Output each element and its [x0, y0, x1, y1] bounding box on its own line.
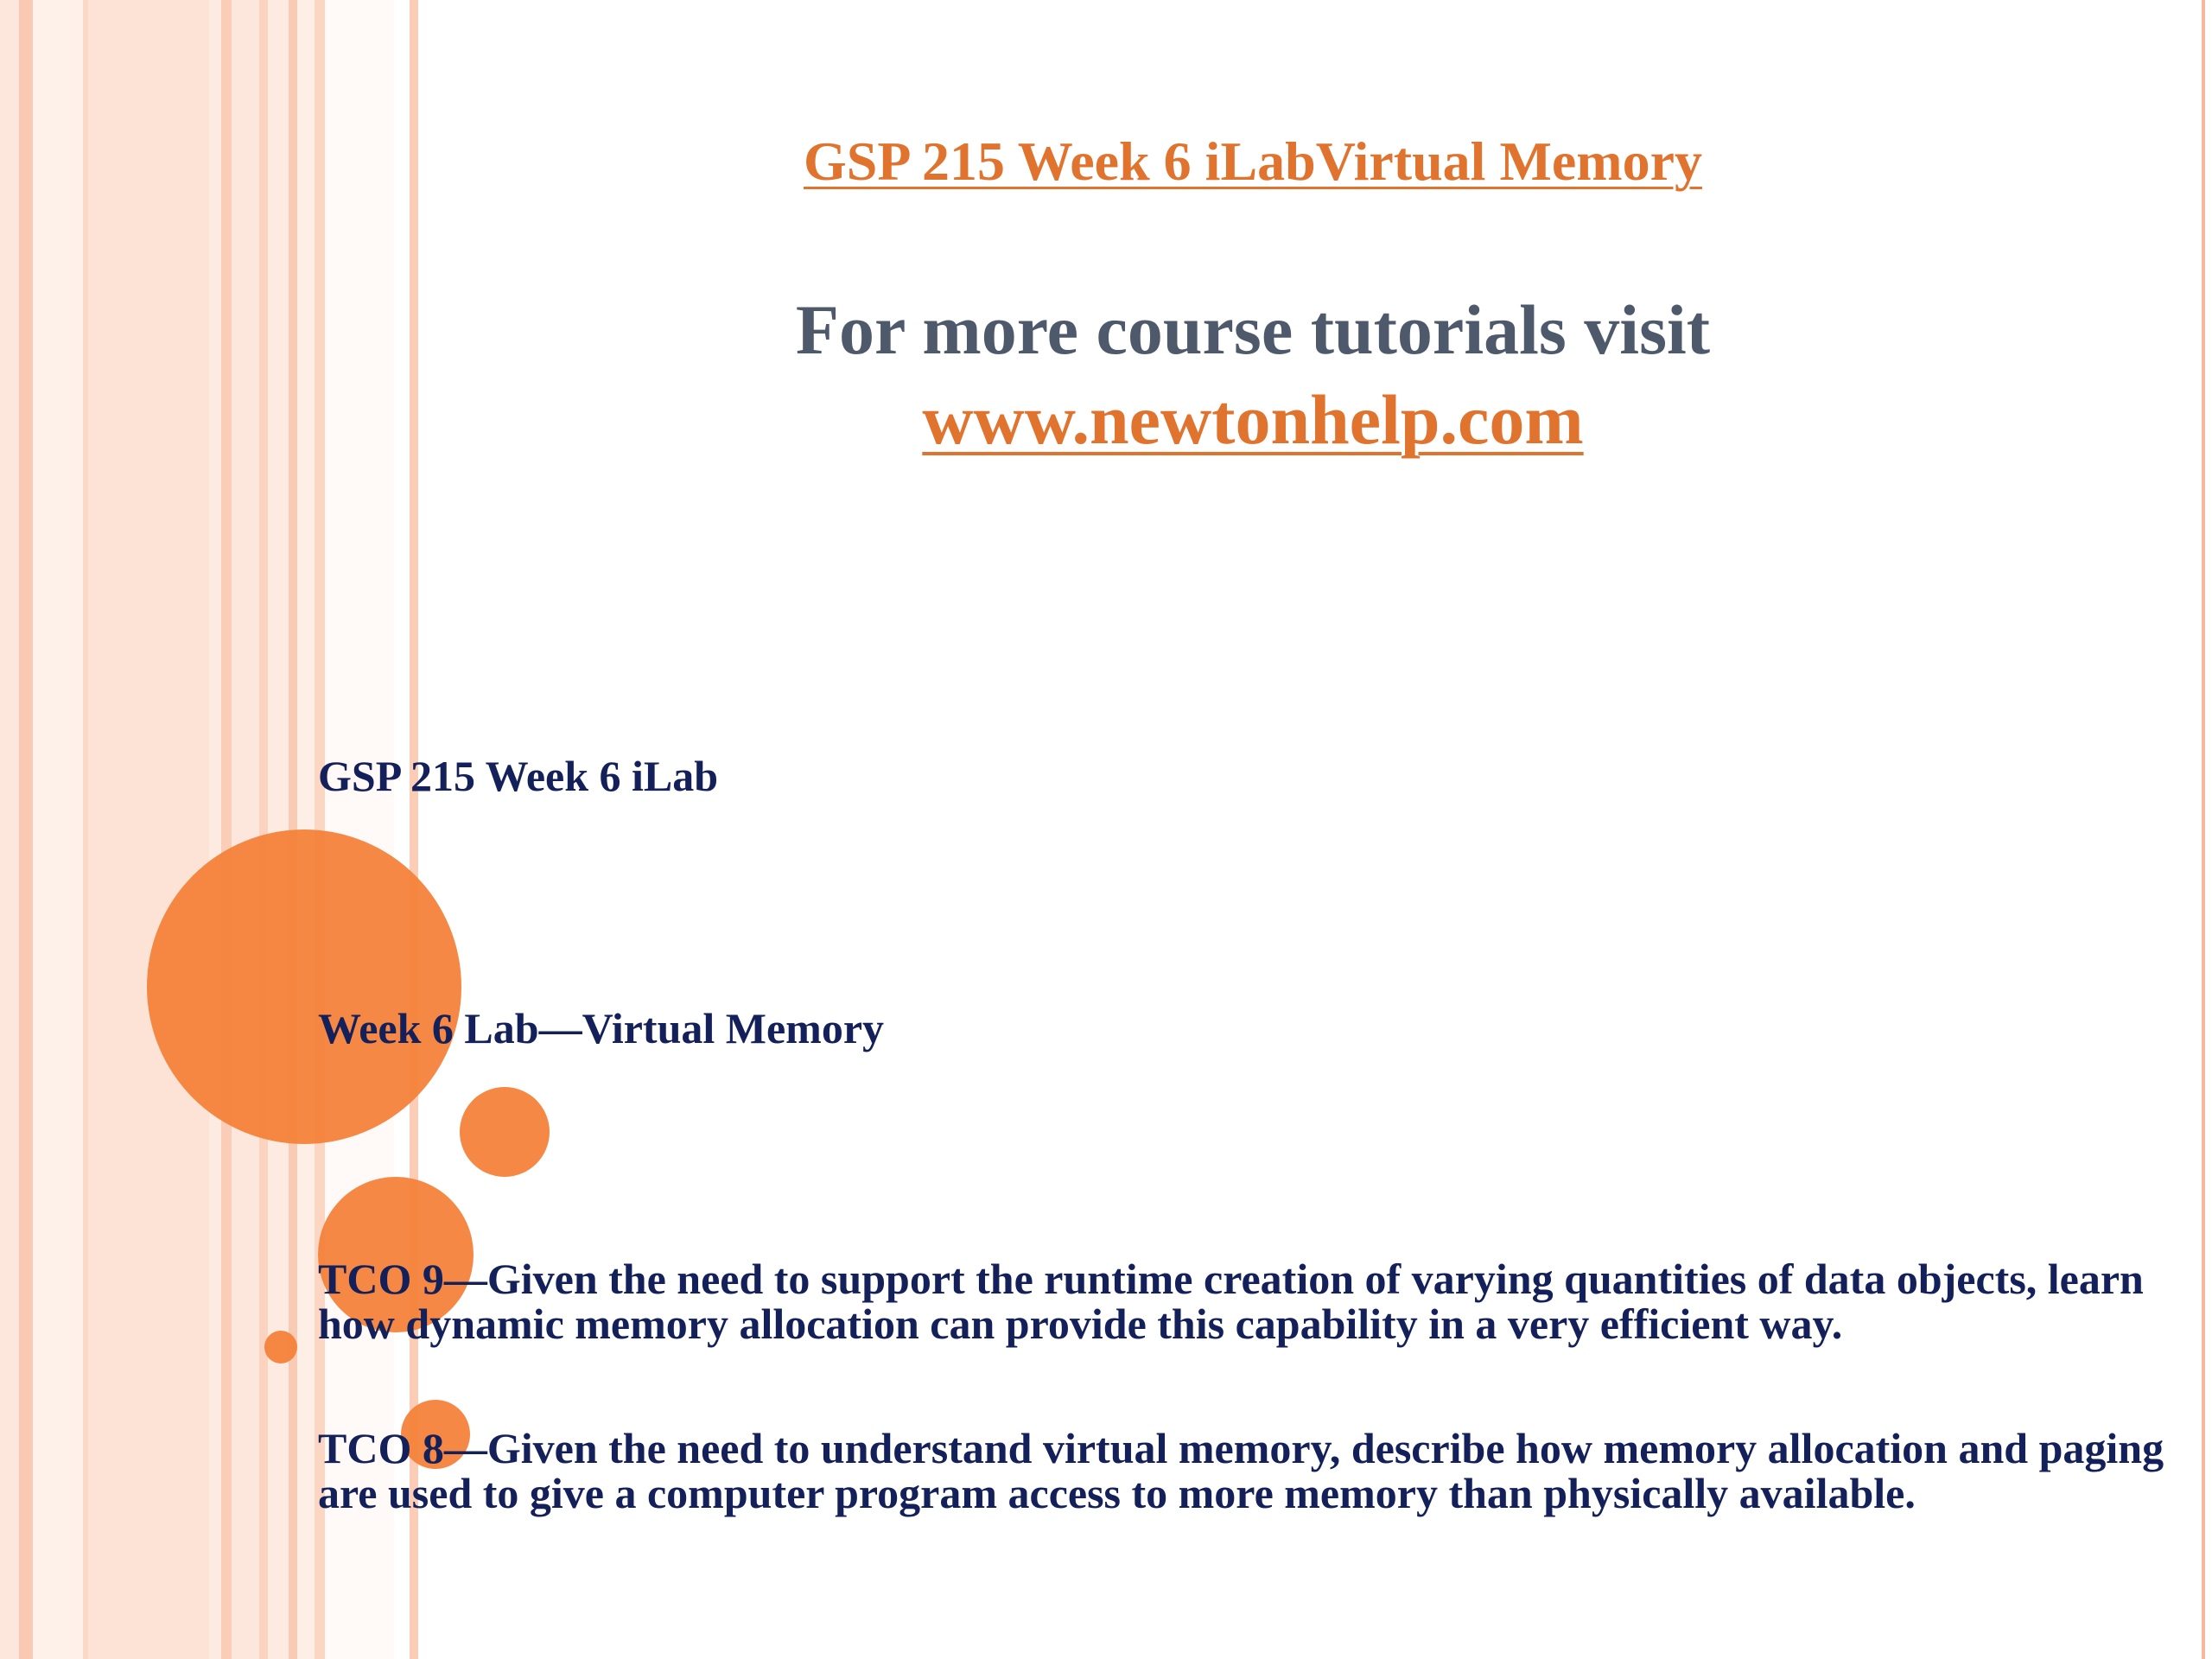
visit-text: For more course tutorials visit: [795, 290, 1711, 369]
tco-9-paragraph: TCO 9—Given the need to support the runtime creation of varying quantities of data objects, learn how dynamic memory allocation can provide this capability in a very efficient way.: [318, 1255, 2144, 1348]
website-link[interactable]: www.newtonhelp.com: [922, 380, 1584, 459]
visit-block: [605, 285, 1901, 465]
slide-title[interactable]: GSP 215 Week 6 iLabVirtual Memory: [804, 130, 1702, 192]
course-heading: GSP 215 Week 6 iLab: [318, 752, 719, 800]
tco-8-paragraph: TCO 8—Given the need to understand virtual memory, describe how memory allocation and paging are used to give a computer program access to more memory than physically available.: [318, 1424, 2164, 1517]
lab-heading: Week 6 Lab—Virtual Memory: [318, 1004, 885, 1052]
